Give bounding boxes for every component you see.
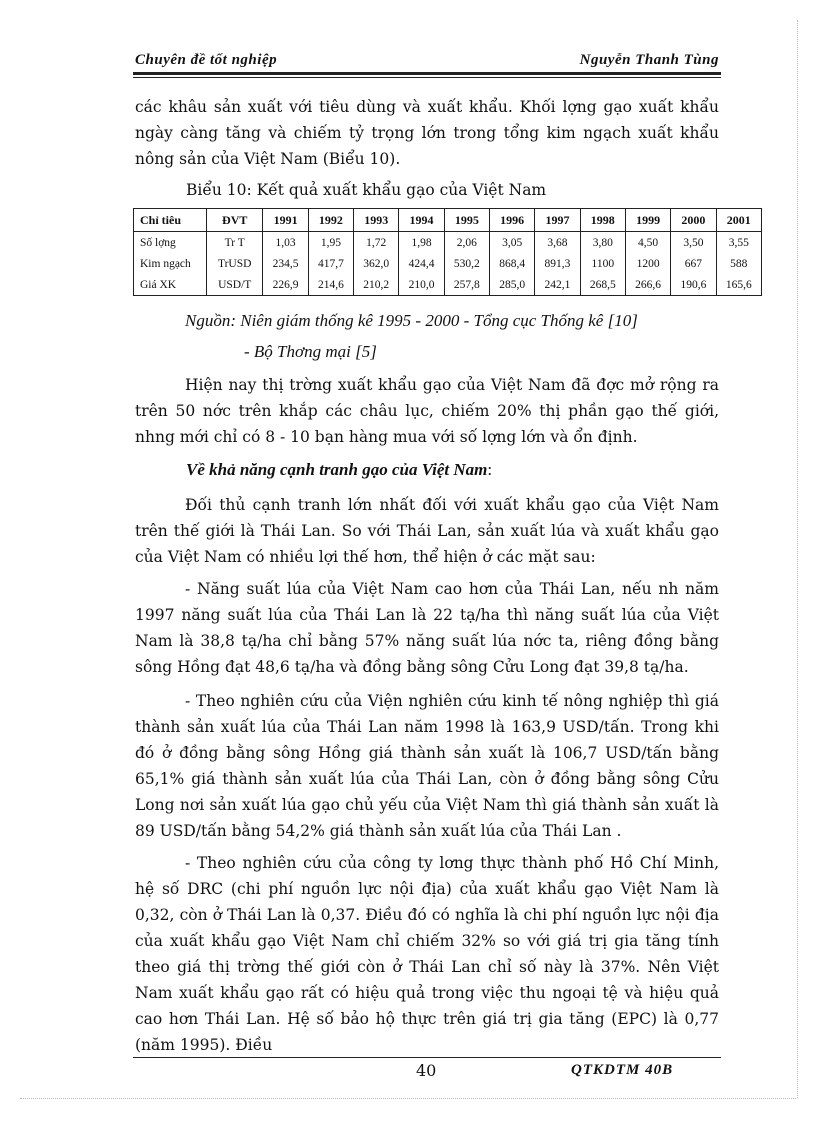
table-cell: 190,6 [671, 274, 716, 296]
table-cell: Số lợng [134, 232, 207, 254]
header-author: Nguyễn Thanh Tùng [579, 52, 719, 68]
header-rule-thin [133, 77, 721, 78]
table-cell: 1,98 [399, 232, 444, 254]
header-rule-thick [133, 72, 721, 75]
table-cell: 417,7 [308, 253, 353, 274]
table-row [134, 232, 762, 254]
table-row [134, 274, 762, 296]
paragraph-intro: các khâu sản xuất với tiêu dùng và xuất khẩu. Khối lợng gạo xuất khẩu ngày càng tăng và chiếm tỷ trọng lớn trong tổng kim ngạch xuất khẩu nông sản của Việt Nam (Biểu 10). [135, 98, 719, 168]
table-cell: 226,9 [263, 274, 308, 296]
table-source-secondary: - Bộ Thơng mại [5] [244, 342, 377, 361]
col-header: 1992 [308, 209, 353, 232]
table-cell: 285,0 [490, 274, 535, 296]
col-header: 1999 [625, 209, 670, 232]
paragraph-market: Hiện nay thị trờng xuất khẩu gạo của Việt Nam đã đợc mở rộng ra trên 50 nớc trên khắp các châu lục, chiếm 20% thị phần gạo thế giới, nhng mới chỉ có 8 - 10 bạn hàng mua với số lợng lớn và ổn định. [135, 376, 719, 446]
col-header: ĐVT [207, 209, 263, 232]
paragraph-drc: - Theo nghiên cứu của công ty lơng thực thành phố Hồ Chí Minh, hệ số DRC (chi phí nguồn lực nội địa) của xuất khẩu gạo Việt Nam là 0,32, còn ở Thái Lan là 0,37. Điều đó có nghĩa là chi phí nguồn lực nội địa của xuất khẩu gạo Việt Nam chỉ chiếm 32% so với giá trị gia tăng tính theo giá thị trờng thế giới còn ở Thái Lan chỉ số này là 37%. Nên Việt Nam xuất khẩu gạo rất có hiệu quả trong việc thu ngoại tệ và hiệu quả cao hơn Thái Lan. Hệ số bảo hộ thực trên giá trị gia tăng (EPC) là 0,77 (năm 1995). Điều [135, 854, 719, 1054]
table-cell: 268,5 [580, 274, 625, 296]
page-edge-bottom [20, 1098, 796, 1099]
table-cell: 4,50 [625, 232, 670, 254]
table-cell: Kim ngạch [134, 253, 207, 274]
footer-rule [133, 1057, 721, 1058]
table-cell: 210,2 [354, 274, 399, 296]
paragraph-competitor: Đối thủ cạnh tranh lớn nhất đối với xuất khẩu gạo của Việt Nam trên thế giới là Thái Lan. So với Thái Lan, sản xuất lúa và xuất khẩu gạo của Việt Nam có nhiều lợi thế hơn, thể hiện ở các mặt sau: [135, 496, 719, 566]
paragraph-yield: - Năng suất lúa của Việt Nam cao hơn của Thái Lan, nếu nh năm 1997 năng suất lúa của Thái Lan là 22 tạ/ha thì năng suất lúa của Việt Nam là 38,8 tạ/ha chỉ bằng 57% năng suất lúa nớc ta, riêng đồng bằng sông Hồng đạt 48,6 tạ/ha và đồng bằng sông Cửu Long đạt 39,8 tạ/ha. [135, 580, 719, 676]
table-cell: 424,4 [399, 253, 444, 274]
section-heading-colon: : [487, 460, 493, 479]
col-header: 1998 [580, 209, 625, 232]
table-cell: 3,05 [490, 232, 535, 254]
table-cell: 2,06 [444, 232, 489, 254]
page-edge-right [797, 20, 798, 1098]
table-header-row [134, 209, 762, 232]
col-header: 1995 [444, 209, 489, 232]
table-cell: 530,2 [444, 253, 489, 274]
table-caption: Biểu 10: Kết quả xuất khẩu gạo của Việt Nam [186, 181, 547, 199]
table-cell: 214,6 [308, 274, 353, 296]
col-header: 1996 [490, 209, 535, 232]
table-cell: USD/T [207, 274, 263, 296]
table-cell: 266,6 [625, 274, 670, 296]
table-cell: 667 [671, 253, 716, 274]
table-cell: 362,0 [354, 253, 399, 274]
table-cell: 1200 [625, 253, 670, 274]
table-cell: Giá XK [134, 274, 207, 296]
table-cell: 234,5 [263, 253, 308, 274]
table-cell: 588 [716, 253, 761, 274]
table-cell: 3,55 [716, 232, 761, 254]
table-cell: 165,6 [716, 274, 761, 296]
table-cell: 257,8 [444, 274, 489, 296]
table-row [134, 253, 762, 274]
section-heading [186, 460, 492, 480]
page-header [133, 50, 721, 72]
col-header: 1991 [263, 209, 308, 232]
table-cell: 3,68 [535, 232, 580, 254]
table-cell: 891,3 [535, 253, 580, 274]
page-number: 40 [416, 1061, 437, 1080]
table-cell: TrUSD [207, 253, 263, 274]
footer-class-code: QTKDTM 40B [571, 1062, 674, 1078]
col-header: 1997 [535, 209, 580, 232]
table-cell: Tr T [207, 232, 263, 254]
table-cell: 242,1 [535, 274, 580, 296]
col-header: 1993 [354, 209, 399, 232]
header-left-title: Chuyên đề tốt nghiệp [135, 52, 278, 68]
table-cell: 1,03 [263, 232, 308, 254]
paragraph-cost: - Theo nghiên cứu của Viện nghiên cứu kinh tế nông nghiệp thì giá thành sản xuất lúa của Thái Lan năm 1998 là 163,9 USD/tấn. Trong khi đó ở đồng bằng sông Hồng giá thành sản xuất là 106,7 USD/tấn bằng 65,1% giá thành sản xuất lúa của Thái Lan, còn ở đồng bằng sông Cửu Long nơi sản xuất lúa gạo chủ yếu của Việt Nam thì giá thành sản xuất là 89 USD/tấn bằng 54,2% giá thành sản xuất lúa của Thái Lan . [135, 692, 719, 840]
col-header: 2001 [716, 209, 761, 232]
table-cell: 3,50 [671, 232, 716, 254]
col-header: Chỉ tiêu [134, 209, 207, 232]
table-cell: 1,72 [354, 232, 399, 254]
table-cell: 210,0 [399, 274, 444, 296]
table-cell: 868,4 [490, 253, 535, 274]
col-header: 2000 [671, 209, 716, 232]
table-cell: 1,95 [308, 232, 353, 254]
section-heading-text: Về khả năng cạnh tranh gạo của Việt Nam [186, 460, 488, 479]
table-source-primary: Nguồn: Niên giám thống kê 1995 - 2000 - Tổng cục Thống kê [10] [185, 311, 638, 330]
col-header: 1994 [399, 209, 444, 232]
table-cell: 3,80 [580, 232, 625, 254]
rice-export-table [133, 208, 762, 296]
table-cell: 1100 [580, 253, 625, 274]
